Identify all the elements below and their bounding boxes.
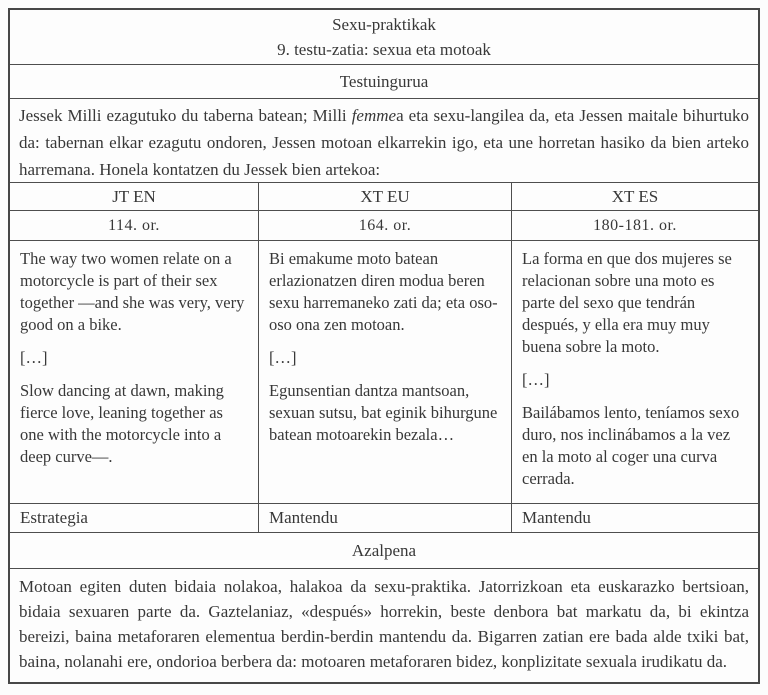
excerpt-row	[10, 240, 758, 503]
column-header-row	[10, 182, 758, 210]
excerpt-xt-es-p1: La forma en que dos mujeres se relacionan sobre una moto es parte del sexo que tendrán después, y ella era muy muy buena sobre la moto.	[522, 249, 732, 356]
column-header-xt-eu: XT EU	[258, 183, 511, 210]
context-text-before: Jessek Milli ezagutuko du taberna batean; Milli	[19, 106, 352, 125]
ellipsis-marker: […]	[522, 370, 550, 389]
explanation-paragraph: Motoan egiten duten bidaia nolakoa, halakoa da sexu-praktika. Jatorrizkoan eta euskarazko bertsioan, bidaia sexuaren parte da. Gaztelaniaz, «después» horrekin, beste denbora bat markatu da, bi ekintza bereizi, baina metaforaren elementua berdin-berdin mantendu da. Bigarren zatian ere bada alde txiki bat, baina, nolanahi ere, ondorioa berbera da: motoaren metaforaren bidez, konplizitate sexuala irudikatu da.	[10, 568, 758, 682]
excerpt-jt-en-p2: Slow dancing at dawn, making fierce love, leaning together as one with the motorcycle into a deep curve—.	[20, 381, 224, 466]
strategy-label: Estrategia	[20, 508, 88, 527]
section-header-context	[10, 64, 758, 98]
strategy-row	[10, 503, 758, 532]
excerpt-xt-es-p2: Bailábamos lento, teníamos sexo duro, nos inclinábamos a la vez en la moto al coger una curva cerrada.	[522, 403, 740, 488]
excerpt-jt-en	[10, 241, 258, 503]
page-number-xt-es: 180-181. or.	[511, 211, 758, 240]
table-title-block	[10, 10, 758, 64]
excerpt-xt-es	[511, 241, 758, 503]
page-number-xt-eu: 164. or.	[258, 211, 511, 240]
ellipsis-marker: […]	[20, 348, 48, 367]
excerpt-xt-eu	[258, 241, 511, 503]
column-header-xt-es: XT ES	[511, 183, 758, 210]
excerpt-xt-eu-p2: Egunsentian dantza mantsoan, sexuan sutsu, bat eginik bihurgune batean motoarekin bezala…	[269, 381, 498, 444]
context-text-after: a eta sexu-langilea da, eta Jessen maitale bihurtuko da: tabernan elkar ezagutu ondoren, Jessen motoan elkarrekin igo, eta une horretan hasiko da bien arteko harremana. Honela kontatzen du Jessek bien artekoa:	[19, 106, 749, 179]
page-number-row	[10, 210, 758, 240]
document-table	[8, 8, 760, 684]
column-header-jt-en: JT EN	[112, 186, 156, 206]
context-paragraph	[10, 98, 758, 182]
table-subtitle: 9. testu-zatia: sexua eta motoak	[277, 40, 491, 59]
context-italic-word: femme	[351, 106, 397, 125]
strategy-value-es: Mantendu	[511, 504, 758, 532]
section-header-explanation	[10, 532, 758, 568]
explanation-header-label: Azalpena	[351, 540, 417, 560]
excerpt-xt-eu-p1: Bi emakume moto batean erlazionatzen diren modua beren sexu harremaneko zati da; eta oso-oso ona zen motoan.	[269, 249, 498, 334]
ellipsis-marker: […]	[269, 348, 297, 367]
table-title: Sexu-praktikak	[332, 15, 436, 34]
strategy-value-eu: Mantendu	[258, 504, 511, 532]
page-number-jt-en: 114. or.	[108, 216, 160, 234]
excerpt-jt-en-p1: The way two women relate on a motorcycle is part of their sex together —and she was very, very good on a bike.	[20, 249, 245, 334]
context-header-label: Testuingurua	[339, 71, 429, 91]
